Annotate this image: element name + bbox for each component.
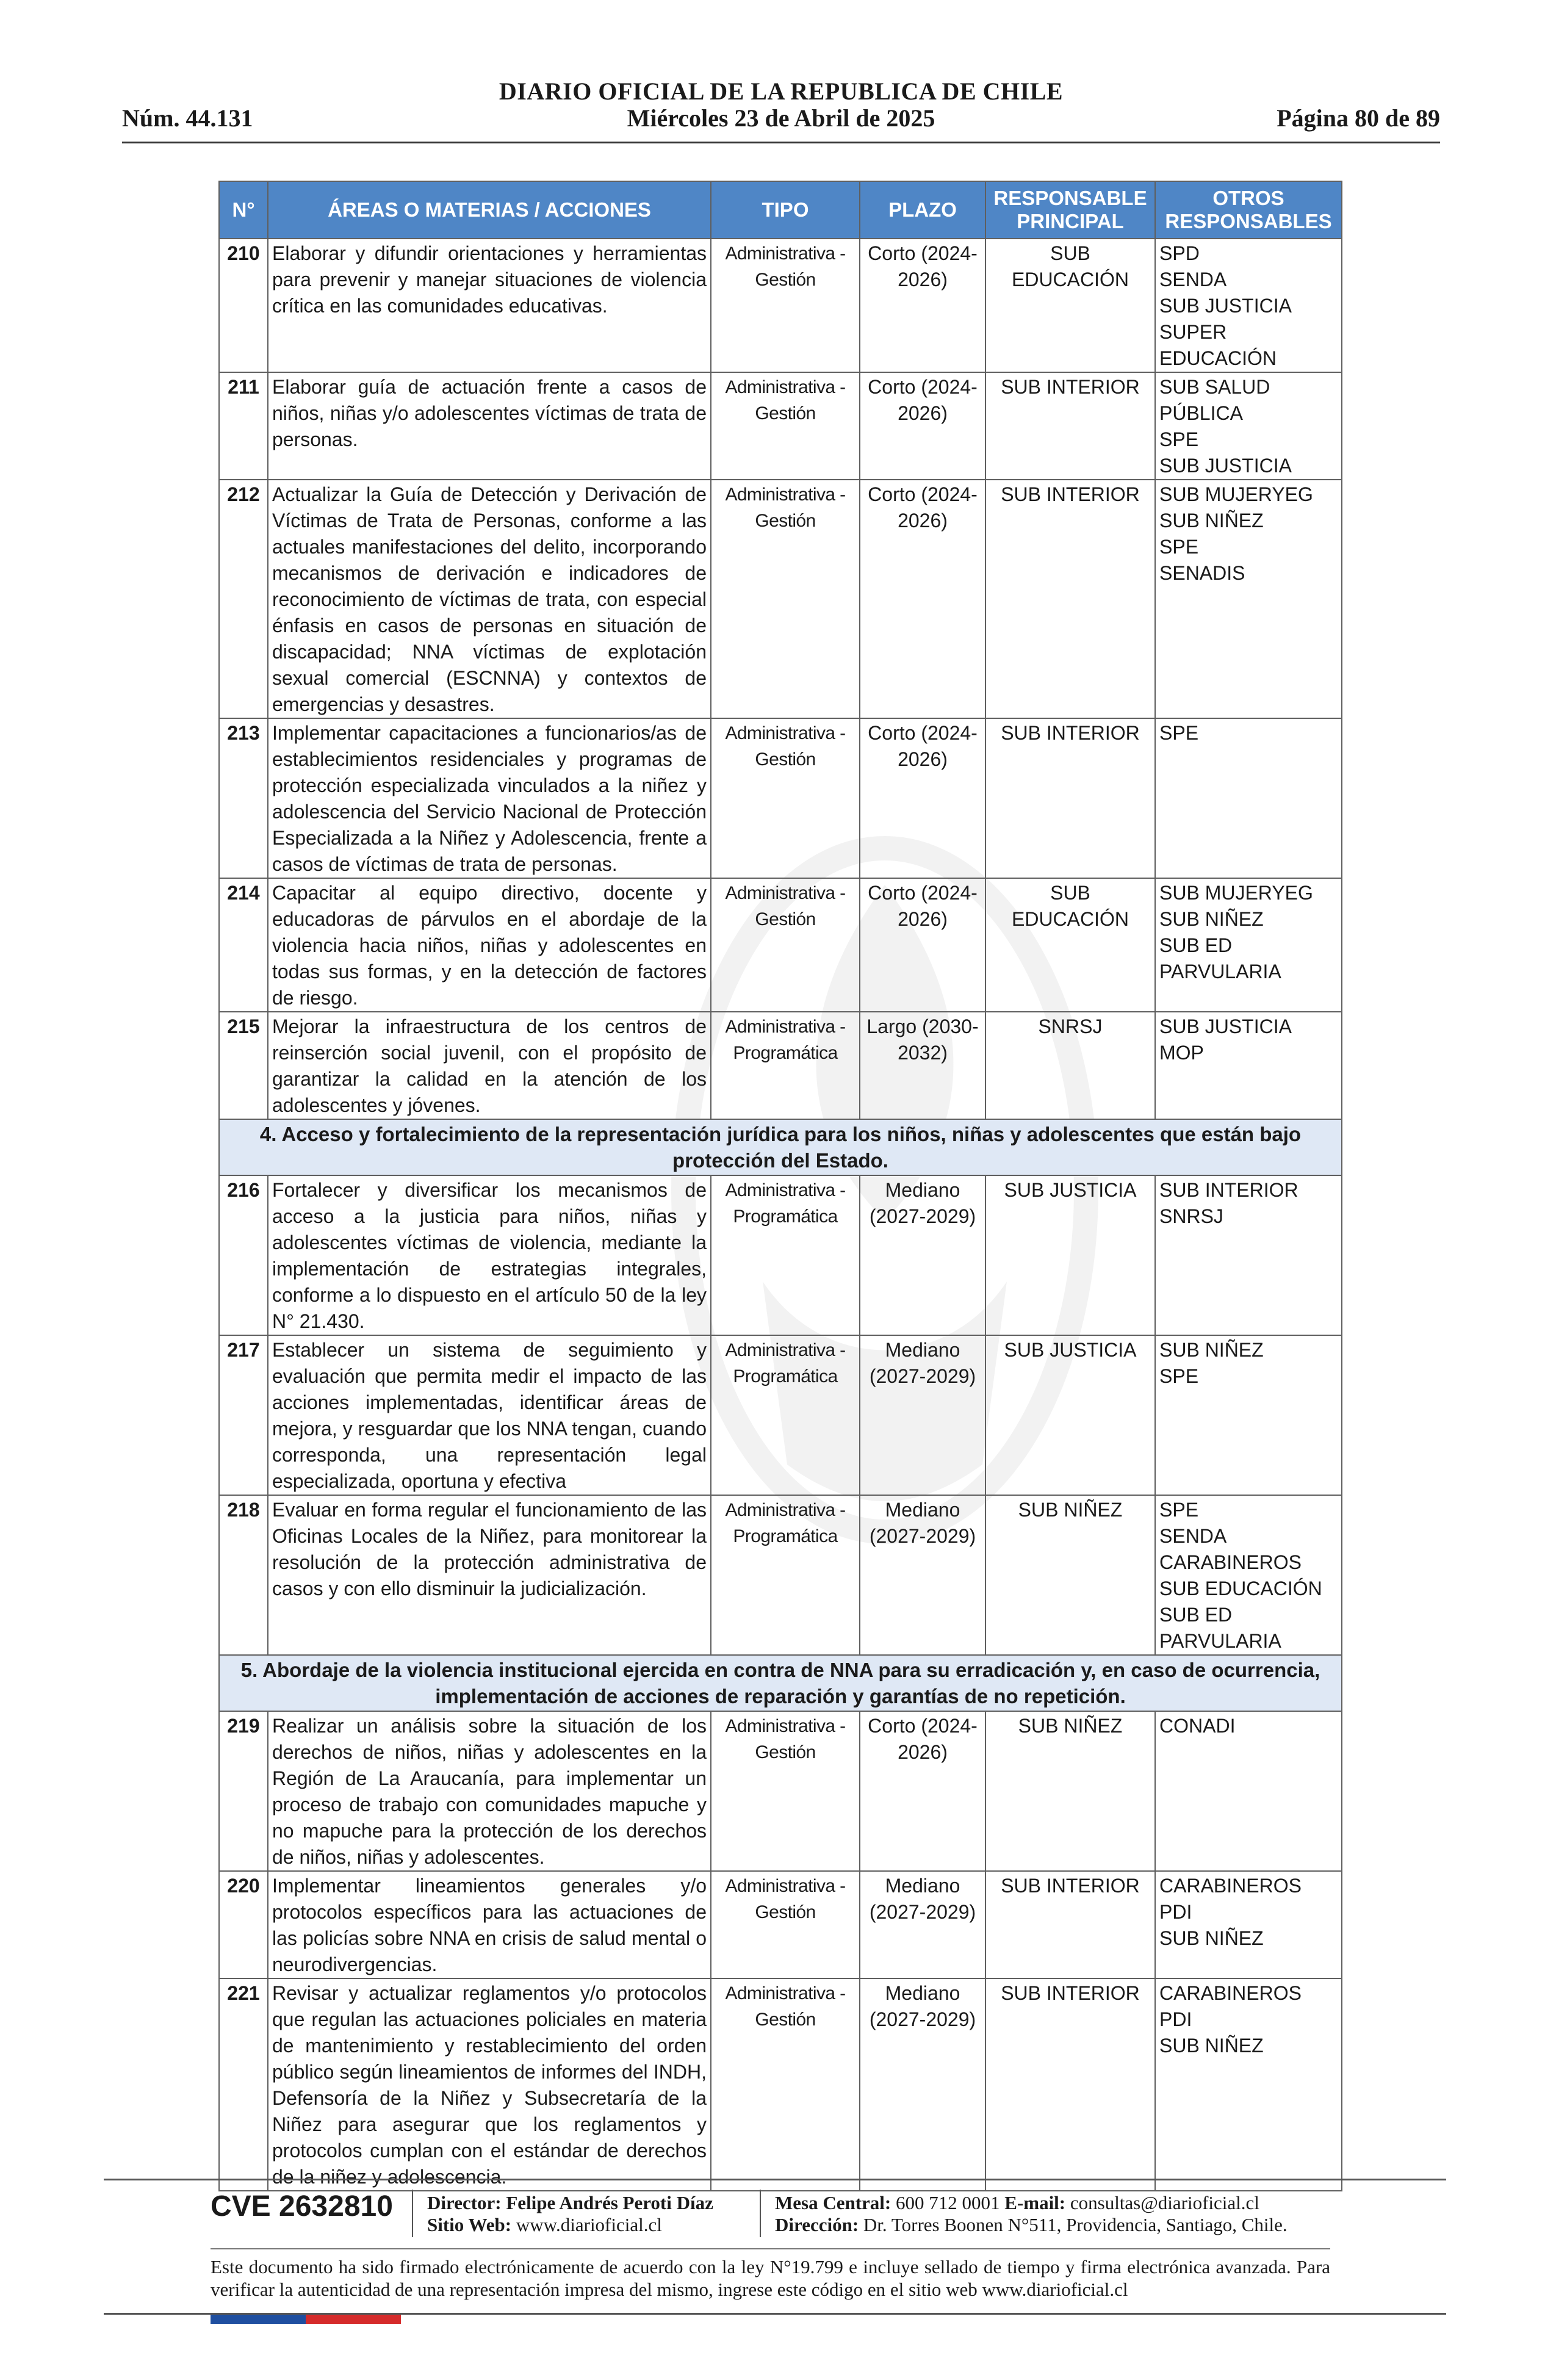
mesa-label: Mesa Central: [775, 2192, 891, 2213]
action-number: 220 [219, 1871, 268, 1978]
page-number: Página 80 de 89 [1277, 104, 1440, 132]
cve-code: CVE 2632810 [211, 2190, 393, 2223]
footer-divider-mid [211, 2248, 1330, 2249]
action-deadline: Corto (2024-2026) [860, 718, 985, 878]
column-header: OTROS RESPONSABLES [1155, 181, 1342, 239]
other-responsibles [1155, 1871, 1342, 1978]
web-label: Sitio Web: [427, 2214, 512, 2235]
action-type: Administrativa - Programática [711, 1495, 860, 1655]
footer-divider-top [104, 2179, 1446, 2180]
other-responsible-item: PDI [1159, 2008, 1192, 2030]
action-type: Administrativa - Gestión [711, 878, 860, 1012]
other-responsible-item: PDI [1159, 1901, 1192, 1923]
other-responsibles [1155, 878, 1342, 1012]
action-deadline: Mediano (2027-2029) [860, 1335, 985, 1495]
table-row [219, 480, 1342, 718]
action-number: 214 [219, 878, 268, 1012]
action-deadline: Corto (2024-2026) [860, 480, 985, 718]
primary-responsible: SUB EDUCACIÓN [985, 239, 1155, 372]
action-deadline: Corto (2024-2026) [860, 239, 985, 372]
table-row [219, 1711, 1342, 1871]
action-number: 217 [219, 1335, 268, 1495]
column-header: TIPO [711, 181, 860, 239]
page-header [122, 77, 1440, 144]
other-responsible-item: SUB NIÑEZ [1159, 510, 1264, 532]
mesa-phone: 600 712 0001 [896, 2192, 1000, 2213]
other-responsibles [1155, 480, 1342, 718]
other-responsibles [1155, 1175, 1342, 1335]
action-deadline: Mediano (2027-2029) [860, 1495, 985, 1655]
table-row [219, 1871, 1342, 1978]
footer-separator [412, 2190, 413, 2237]
action-deadline: Mediano (2027-2029) [860, 1978, 985, 2191]
action-type: Administrativa - Gestión [711, 1871, 860, 1978]
other-responsible-item: SPE [1159, 428, 1199, 450]
other-responsible-item: SUB JUSTICIA [1159, 1015, 1292, 1037]
action-number: 219 [219, 1711, 268, 1871]
action-description: Implementar capacitaciones a funcionarios/as de establecimientos residenciales y programas de protección especializada vinculados a la niñez y adolescencia del Servicio Nacional de Protección Especializada a la Niñez y Adolescencia, frente a casos de víctimas de trata de personas. [268, 718, 711, 878]
other-responsible-item: SUB EDUCACIÓN [1159, 1578, 1322, 1599]
other-responsible-item: SUB JUSTICIA [1159, 295, 1292, 317]
column-header: ÁREAS O MATERIAS / ACCIONES [268, 181, 711, 239]
primary-responsible: SUB NIÑEZ [985, 1711, 1155, 1871]
other-responsible-item: CONADI [1159, 1715, 1236, 1737]
footer-director-block [427, 2192, 713, 2236]
table-row [219, 1335, 1342, 1495]
other-responsible-item: SENADIS [1159, 562, 1245, 584]
action-number: 215 [219, 1012, 268, 1119]
table-row [219, 239, 1342, 372]
column-header: RESPONSABLE PRINCIPAL [985, 181, 1155, 239]
action-description: Elaborar guía de actuación frente a casos de niños, niñas y/o adolescentes víctimas de trata de personas. [268, 372, 711, 480]
other-responsibles [1155, 718, 1342, 878]
section-heading: 5. Abordaje de la violencia institucional ejercida en contra de NNA para su erradicación y, en caso de ocurrencia, implementación de acciones de reparación y garantías de no repetición. [219, 1655, 1342, 1711]
other-responsible-item: SPE [1159, 536, 1199, 558]
email-link[interactable]: consultas@diarioficial.cl [1070, 2192, 1259, 2213]
issue-number: Núm. 44.131 [122, 104, 253, 132]
other-responsible-item: CARABINEROS [1159, 1551, 1302, 1573]
other-responsible-item: SPD [1159, 242, 1200, 264]
other-responsibles [1155, 1012, 1342, 1119]
action-number: 221 [219, 1978, 268, 2191]
other-responsible-item: CARABINEROS [1159, 1875, 1302, 1897]
action-deadline: Largo (2030-2032) [860, 1012, 985, 1119]
legal-notice: Este documento ha sido firmado electrónicamente de acuerdo con la ley N°19.799 e incluye sellado de tiempo y firma electrónica avanzada. Para verificar la autenticidad de una representación impresa del mismo, ingrese este código en el sitio web www.diarioficial.cl [211, 2256, 1330, 2300]
address-text: Dr. Torres Boonen N°511, Providencia, Santiago, Chile. [863, 2214, 1288, 2235]
primary-responsible: SUB EDUCACIÓN [985, 878, 1155, 1012]
action-number: 212 [219, 480, 268, 718]
primary-responsible: SUB INTERIOR [985, 1871, 1155, 1978]
action-deadline: Mediano (2027-2029) [860, 1871, 985, 1978]
other-responsibles [1155, 1335, 1342, 1495]
other-responsibles [1155, 1495, 1342, 1655]
action-number: 213 [219, 718, 268, 878]
other-responsibles [1155, 239, 1342, 372]
action-number: 218 [219, 1495, 268, 1655]
other-responsibles [1155, 372, 1342, 480]
footer-contact-block [775, 2192, 1288, 2236]
director-name: Felipe Andrés Peroti Díaz [506, 2192, 713, 2213]
other-responsible-item: SUB ED PARVULARIA [1159, 1604, 1281, 1652]
primary-responsible: SUB INTERIOR [985, 372, 1155, 480]
other-responsible-item: SPE [1159, 722, 1199, 744]
action-description: Implementar lineamientos generales y/o protocolos específicos para las actuaciones de las policías sobre NNA en crisis de salud mental o neurodivergencias. [268, 1871, 711, 1978]
primary-responsible: SUB JUSTICIA [985, 1175, 1155, 1335]
publication-title: DIARIO OFICIAL DE LA REPUBLICA DE CHILE [499, 78, 1064, 105]
publication-date: Miércoles 23 de Abril de 2025 [627, 104, 935, 132]
other-responsible-item: SUB NIÑEZ [1159, 908, 1264, 930]
column-header: N° [219, 181, 268, 239]
action-type: Administrativa - Gestión [711, 1978, 860, 2191]
header-divider [122, 142, 1440, 143]
other-responsibles [1155, 1711, 1342, 1871]
other-responsible-item: SUB MUJERYEG [1159, 882, 1313, 904]
action-type: Administrativa - Programática [711, 1175, 860, 1335]
chile-flag-stripe [211, 2315, 401, 2324]
action-type: Administrativa - Gestión [711, 480, 860, 718]
other-responsible-item: SUB JUSTICIA [1159, 455, 1292, 477]
action-description: Realizar un análisis sobre la situación de los derechos de niños, niñas y adolescentes en la Región de La Araucanía, para implementar un proceso de trabajo con comunidades mapuche y no mapuche para la protección de los derechos de niños, niñas y adolescentes. [268, 1711, 711, 1871]
primary-responsible: SUB INTERIOR [985, 1978, 1155, 2191]
action-description: Actualizar la Guía de Detección y Derivación de Víctimas de Trata de Personas, conforme a las actuales manifestaciones del delito, incorporando mecanismos de derivación e indicadores de reconocimiento de víctimas de trata, con especial énfasis en casos de personas en situación de discapacidad; NNA víctimas de explotación sexual comercial (ESCNNA) y contextos de emergencias y desastres. [268, 480, 711, 718]
action-deadline: Corto (2024-2026) [860, 372, 985, 480]
footer-separator [760, 2190, 761, 2237]
table-row [219, 1175, 1342, 1335]
other-responsible-item: SENDA [1159, 1525, 1227, 1547]
action-type: Administrativa - Gestión [711, 372, 860, 480]
table-body [219, 239, 1342, 2191]
primary-responsible: SUB NIÑEZ [985, 1495, 1155, 1655]
table-row [219, 372, 1342, 480]
actions-table [218, 181, 1342, 2191]
section-heading: 4. Acceso y fortalecimiento de la representación jurídica para los niños, niñas y adolescentes que están bajo protección del Estado. [219, 1119, 1342, 1175]
table-header-row [219, 181, 1342, 239]
web-link[interactable]: www.diarioficial.cl [516, 2214, 662, 2235]
other-responsible-item: SENDA [1159, 269, 1227, 290]
other-responsible-item: SUB INTERIOR [1159, 1179, 1298, 1201]
director-label: Director: [427, 2192, 502, 2213]
action-description: Evaluar en forma regular el funcionamiento de las Oficinas Locales de la Niñez, para monitorear la resolución de la protección administrativa de casos y con ello disminuir la judicialización. [268, 1495, 711, 1655]
table-row [219, 1978, 1342, 2191]
action-description: Elaborar y difundir orientaciones y herramientas para prevenir y manejar situaciones de violencia crítica en las comunidades educativas. [268, 239, 711, 372]
action-type: Administrativa - Programática [711, 1335, 860, 1495]
primary-responsible: SUB INTERIOR [985, 718, 1155, 878]
table-row [219, 1012, 1342, 1119]
other-responsible-item: SPE [1159, 1365, 1199, 1387]
other-responsibles [1155, 1978, 1342, 2191]
primary-responsible: SUB INTERIOR [985, 480, 1155, 718]
action-description: Revisar y actualizar reglamentos y/o protocolos que regulan las actuaciones policiales en materia de mantenimiento y restablecimiento del orden público según lineamientos de informes del INDH, Defensoría de la Niñez y Subsecretaría de la Niñez para asegurar que los reglamentos y protocolos cumplan con el estándar de derechos de la niñez y adolescencia. [268, 1978, 711, 2191]
action-number: 216 [219, 1175, 268, 1335]
other-responsible-item: SUB SALUD PÚBLICA [1159, 376, 1270, 424]
other-responsible-item: CARABINEROS [1159, 1982, 1302, 2004]
action-description: Fortalecer y diversificar los mecanismos de acceso a la justicia para niños, niñas y adolescentes víctimas de violencia, mediante la implementación de estrategias integrales, conforme a lo dispuesto en el artículo 50 de la ley N° 21.430. [268, 1175, 711, 1335]
other-responsible-item: SUB MUJERYEG [1159, 483, 1313, 505]
other-responsible-item: SNRSJ [1159, 1205, 1223, 1227]
primary-responsible: SNRSJ [985, 1012, 1155, 1119]
action-description: Establecer un sistema de seguimiento y evaluación que permita medir el impacto de las acciones implementadas, identificar áreas de mejora, y resguardar que los NNA tengan, cuando corresponda, una representación legal especializada, oportuna y efectiva [268, 1335, 711, 1495]
email-label: E-mail: [1004, 2192, 1066, 2213]
other-responsible-item: SUB NIÑEZ [1159, 2035, 1264, 2057]
action-type: Administrativa - Gestión [711, 239, 860, 372]
other-responsible-item: SUB ED PARVULARIA [1159, 934, 1281, 983]
table-row [219, 1495, 1342, 1655]
other-responsible-item: SPE [1159, 1499, 1199, 1521]
other-responsible-item: SUPER EDUCACIÓN [1159, 321, 1277, 369]
section-row [219, 1119, 1342, 1175]
action-description: Capacitar al equipo directivo, docente y educadoras de párvulos en el abordaje de la violencia hacia niños, niñas y adolescentes en todas sus formas, y en la detección de factores de riesgo. [268, 878, 711, 1012]
section-row [219, 1655, 1342, 1711]
action-description: Mejorar la infraestructura de los centros de reinserción social juvenil, con el propósito de garantizar la calidad en la atención de los adolescentes y jóvenes. [268, 1012, 711, 1119]
action-number: 210 [219, 239, 268, 372]
action-type: Administrativa - Gestión [711, 1711, 860, 1871]
action-deadline: Corto (2024-2026) [860, 878, 985, 1012]
action-deadline: Mediano (2027-2029) [860, 1175, 985, 1335]
table-row [219, 718, 1342, 878]
action-type: Administrativa - Programática [711, 1012, 860, 1119]
other-responsible-item: MOP [1159, 1042, 1204, 1064]
action-type: Administrativa - Gestión [711, 718, 860, 878]
other-responsible-item: SUB NIÑEZ [1159, 1339, 1264, 1361]
action-deadline: Corto (2024-2026) [860, 1711, 985, 1871]
table-row [219, 878, 1342, 1012]
other-responsible-item: SUB NIÑEZ [1159, 1927, 1264, 1949]
primary-responsible: SUB JUSTICIA [985, 1335, 1155, 1495]
action-number: 211 [219, 372, 268, 480]
column-header: PLAZO [860, 181, 985, 239]
address-label: Dirección: [775, 2214, 859, 2235]
